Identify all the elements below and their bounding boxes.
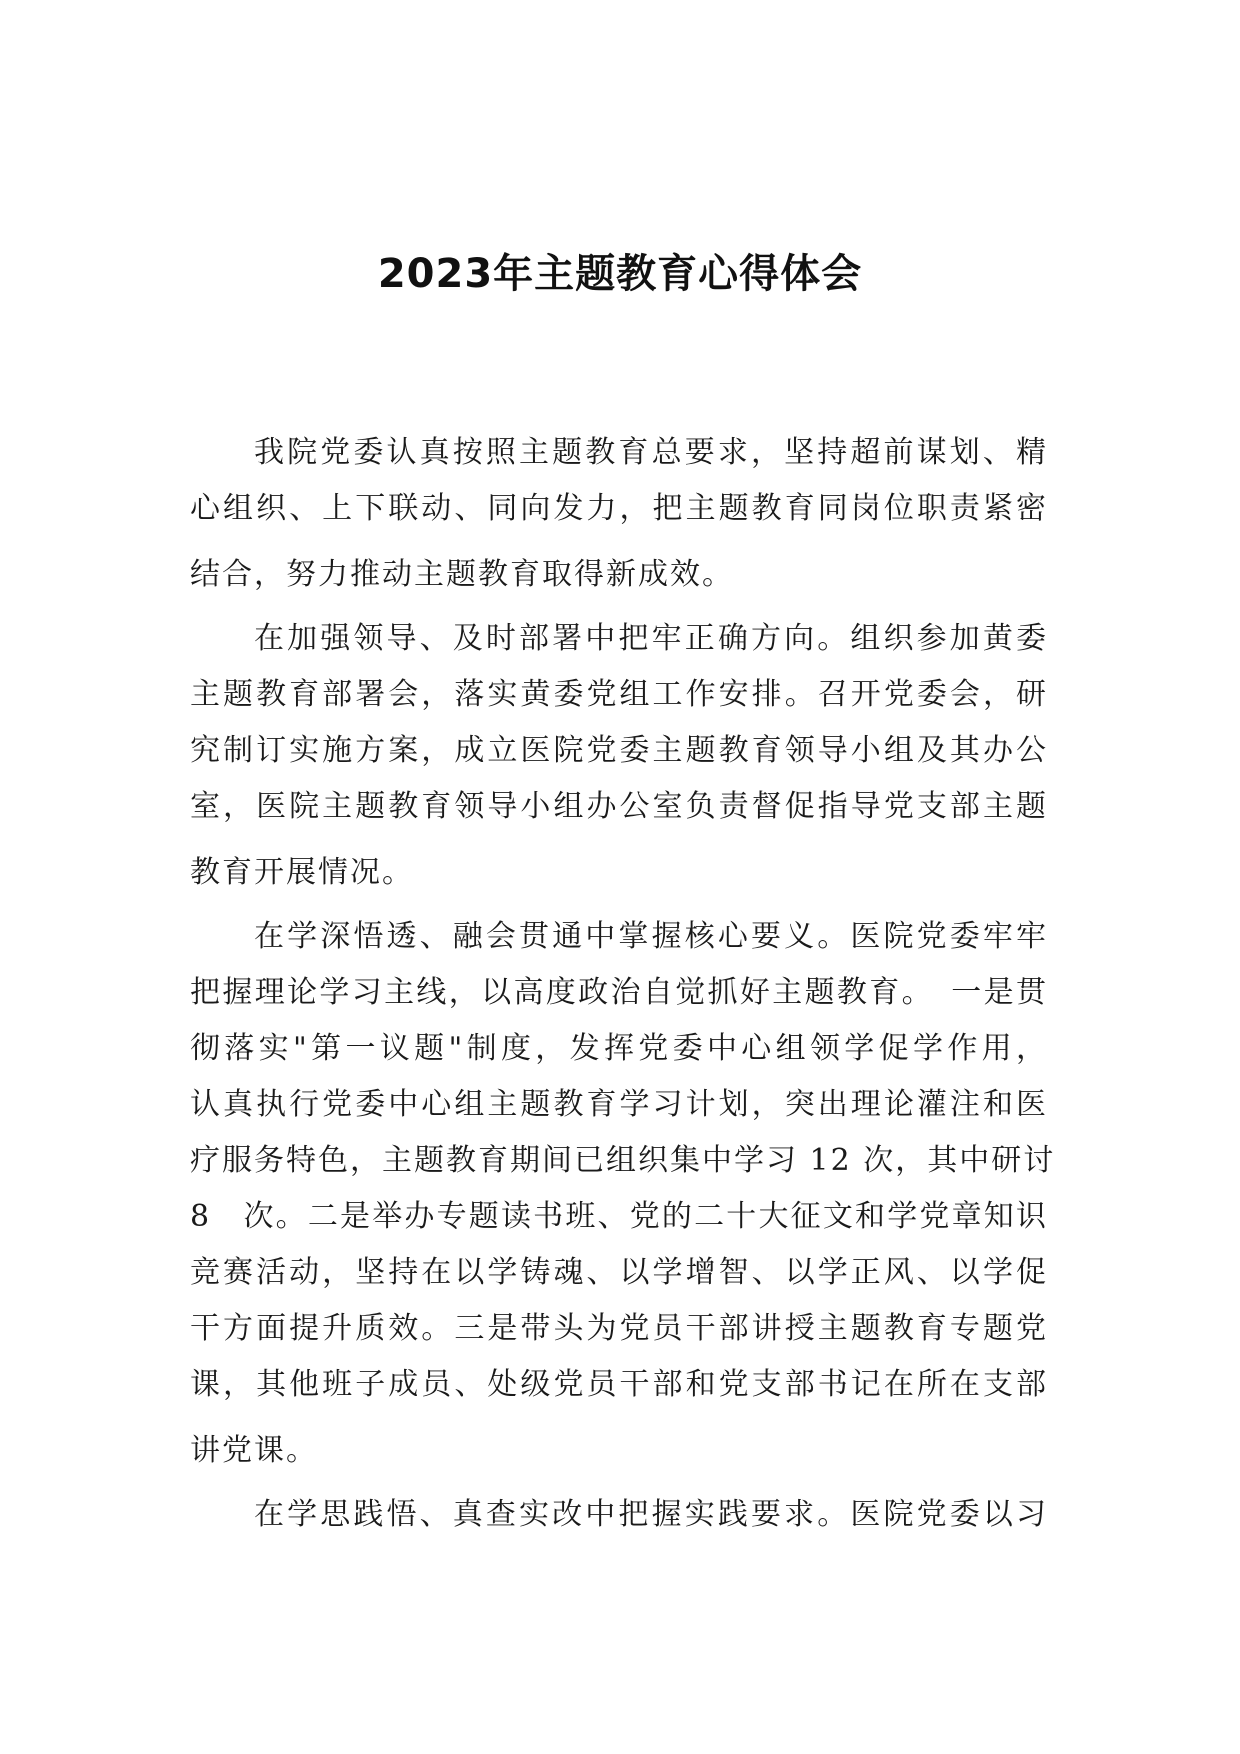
paragraph-line: 我院党委认真按照主题教育总要求，坚持超前谋划、精 [254, 435, 1048, 470]
document-body [190, 425, 1056, 1543]
paragraph-line: 竞赛活动，坚持在以学铸魂、以学增智、以学正风、以学促 [190, 1255, 1048, 1290]
paragraph-line: 教育开展情况。 [190, 855, 414, 890]
paragraph-line: 干方面提升质效。三是带头为党员干部讲授主题教育专题党 [190, 1311, 1048, 1346]
paragraph-line: 疗服务特色，主题教育期间已组织集中学习 12 次，其中研讨 [190, 1143, 1056, 1178]
paragraph-line: 在学深悟透、融会贯通中掌握核心要义。医院党委牢牢 [254, 919, 1048, 954]
paragraph-line: 讲党课。 [190, 1433, 318, 1468]
paragraph [190, 425, 1048, 597]
paragraph-gap [190, 1473, 1048, 1487]
paragraph-line: 认真执行党委中心组主题教育学习计划，突出理论灌注和医 [190, 1087, 1048, 1122]
paragraph [190, 611, 1048, 895]
paragraph-line: 室，医院主题教育领导小组办公室负责督促指导党支部主题 [190, 789, 1048, 824]
paragraph-line: 在加强领导、及时部署中把牢正确方向。组织参加黄委 [254, 621, 1048, 656]
paragraph [190, 1487, 1048, 1543]
paragraph-line: 把握理论学习主线，以高度政治自觉抓好主题教育。 一是贯 [190, 975, 1048, 1010]
paragraph-line: 主题教育部署会，落实黄委党组工作安排。召开党委会，研 [190, 677, 1048, 712]
paragraph-gap [190, 597, 1048, 611]
document-title: 2023年主题教育心得体会 [377, 251, 863, 297]
paragraph-line: 结合，努力推动主题教育取得新成效。 [190, 557, 734, 592]
paragraph-line: 在学思践悟、真查实改中把握实践要求。医院党委以习 [254, 1497, 1048, 1532]
paragraph-line: 8 次。二是举办专题读书班、党的二十大征文和学党章知识 [190, 1199, 1048, 1234]
paragraph [190, 909, 1056, 1473]
paragraph-gap [190, 895, 1048, 909]
paragraph-line: 彻落实"第一议题"制度，发挥党委中心组领学促学作用， [190, 1031, 1048, 1066]
paragraph-line: 心组织、上下联动、同向发力，把主题教育同岗位职责紧密 [190, 491, 1048, 526]
paragraph-line: 课，其他班子成员、处级党员干部和党支部书记在所在支部 [190, 1367, 1048, 1402]
paragraph-line: 究制订实施方案，成立医院党委主题教育领导小组及其办公 [190, 733, 1048, 768]
